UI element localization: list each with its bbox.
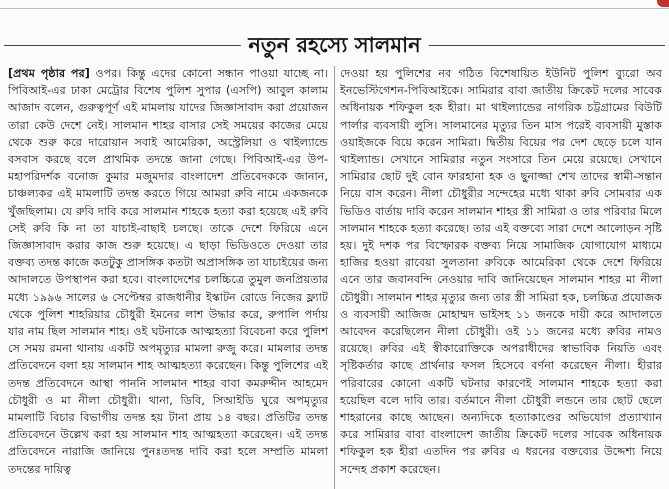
- top-rule: [0, 8, 669, 9]
- article-paragraph-left: [8, 65, 328, 478]
- corner-mark: [657, 0, 669, 7]
- article-column-left: [8, 65, 328, 489]
- article-text-left: ওপর। কিন্তু এদের কোনো সন্ধান পাওয়া যাচ্ছে না। পিবিআই-এর ঢাকা মেট্রোর বিশেষ পুলিশ সুপার (এসপি) আবুল কালাম আজাদ বলেন, গুরুত্বপূর্ণ এই মামলায় যাদের জিজ্ঞাসাবাদ করা প্রয়োজন তারা কেউ দেশে নেই। সালমান শাহর বাসার সেই সময়ের কাজের মেয়ে থেকে শুরু করে দারোয়ান সবাই আমেরিকা, অস্ট্রেলিয়া ও থাইল্যান্ডে বসবাস করছে বলে প্রাথমিক তদন্তে জানা গেছে। পিবিআই-এর উপ-মহাপরিদর্শক বনোজ কুমার মজুমদার বাংলাদেশ প্রতিবেদককে জানান, চাঞ্চল্যকর এই মামলাটি তদন্ত করতে গিয়ে আমরা রুবি নামে একজনকে খুঁজছিলাম। যে রুবি দাবি করে সালমান শাহকে হত্যা করা হয়েছে এই রুবি সেই রুবি কি না তা যাচাই-বাছাই চলছে। তাকে দেশে ফিরিয়ে এনে জিজ্ঞাসাবাদ করার কাজ শুরু হয়েছে। এ ছাড়া ভিডিওতে দেওয়া তার বক্তব্য তদন্ত কাজে কতটুকু প্রাসঙ্গিক কতটা অপ্রাসঙ্গিক তা যাচাইয়ের জন্য আদালতে উপস্থাপন করা হবে। বাংলাদেশের চলচ্চিত্রে তুমুল জনপ্রিয়তার মধ্যে ১৯৯৬ সালের ৬ সেপ্টেম্বর রাজধানীর ইস্কাটন রোডে নিজের ফ্ল্যাট থেকে পুলিশ শাহরিয়ার চৌধুরী ইমনের লাশ উদ্ধার করে, রুপালি পর্দায় যার নাম ছিল সালমান শাহ। ওই ঘটনাকে আত্মহত্যা বিবেচনা করে পুলিশ সে সময় রমনা থানায় একটি অপমৃত্যুর মামলা রুজু করে। মামলার তদন্ত প্রতিবেদনে বলা হয় সালমান শাহ আত্মহত্যা করেছেন। কিন্তু পুলিশের এই তদন্ত প্রতিবেদনে আস্থা পাননি সালমান শাহর বাবা কমরুদ্দীন আহমেদ চৌধুরী ও মা নীলা চৌধুরী। থানা, ডিবি, সিআইডি ঘুরে অপমৃত্যুর মামলাটি বিচার বিভাগীয় তদন্ত হয় টানা প্রায় ১৪ বছর। প্রতিটির তদন্ত প্রতিবেদনে উল্লেখ করা হয় সালমান শাহ আত্মহত্যা করেছেন। এই তদন্ত প্রতিবেদনে নারাজি জানিয়ে পুনঃতদন্ত দাবি করা হলে সম্প্রতি মামলা তদন্তের দায়িত্ব: [8, 67, 328, 476]
- article-text-right: দেওয়া হয় পুলিশের নব গঠিত বিশেষায়িত ইউনিট পুলিশ ব্যুরো অব ইনভেস্টিগেশন-পিবিআইকে। সামিরার বাবা জাতীয় ক্রিকেট দলের সাবেক অধিনায়ক শফিকুল হক হীরা। মা থাইল্যান্ডের নাগরিক চট্টগ্রামের বিউটি পার্লার ব্যবসায়ী লুসি। সালমানের মৃত্যুর তিন মাস পরেই ব্যবসায়ী মুস্তাক ওয়াইজকে বিয়ে করেন সামিরা। দ্বিতীয় বিয়ের পর দেশ ছেড়ে চলে যান থাইল্যান্ড। সেখানে সামিরার নতুন সংসারে তিন মেয়ে রয়েছে। সেখানে সামিরার ছোট দুই বোন ফারহানা হক ও ছুনাজ্জা শেখ তাদের স্বামী-সন্তান নিয়ে বাস করেন। নীলা চৌধুরীর সন্দেহের মধ্যে থাকা রুবি সোমবার এক ভিডিও বার্তায় দাবি করেন সালমান শাহর স্ত্রী সামিরা ও তার পরিবার মিলে সালমান শাহকে হত্যা করেছে। তার এই বক্তব্যে সারা দেশে আলোড়ন সৃষ্টি হয়। দুই দশক পর বিস্ফোরক বক্তব্য নিয়ে সামাজিক যোগাযোগ মাধ্যমে হাজির হওয়া রাবেয়া সুলতানা রুবিকে আমেরিকা থেকে দেশে ফিরিয়ে এনে তার জবানবন্দি নেওয়ার দাবি জানিয়েছেন সালমান শাহর মা নীলা চৌধুরী। সালমান শাহর মৃত্যুর জন্য তার স্ত্রী সামিরা হক, চলচ্চিত্র প্রযোজক ও ব্যবসায়ী আজিজ মোহাম্মদ ভাইসহ ১১ জনকে দায়ী করে আদালতে আবেদন করেছিলেন নীলা চৌধুরী। ওই ১১ জনের মধ্যে রুবির নামও রয়েছে। রুবির এই স্বীকারোক্তিকে অপরাধীদের স্বাভাবিক নিয়তি এবং সৃষ্টিকর্তার কাছে প্রার্থনার ফসল হিসেবে বর্ণনা করেছেন নীলা। হীরার পরিবারের কোনো একটি ঘটনার কারণেই সালমান শাহকে হত্যা করা হয়েছিল বলে দাবি তার। বর্তমানে নীলা চৌধুরী লন্ডনে তার ছোট ছেলে শাহরানের কাছে আছেন। অন্যদিকে হত্যাকাণ্ডের অভিযোগ প্রত্যাখ্যান করে সামিরার বাবা বাংলাদেশ জাতীয় ক্রিকেট দলের সাবেক অধিনায়ক শফিকুল হক হীরা এতদিন পর রুবির এ ধরনের বক্তব্যের উদ্দেশ্য নিয়ে সন্দেহ প্রকাশ করেছেন।: [340, 67, 662, 476]
- article-column-right: [340, 65, 662, 489]
- page-header-strip: [2, 0, 142, 5]
- headline-block: [0, 31, 669, 61]
- column-divider: [334, 66, 335, 489]
- article-headline: নতুন রহস্যে সালমান: [240, 31, 428, 59]
- continued-from-tag: [প্রথম পৃষ্ঠার পর]: [8, 67, 90, 80]
